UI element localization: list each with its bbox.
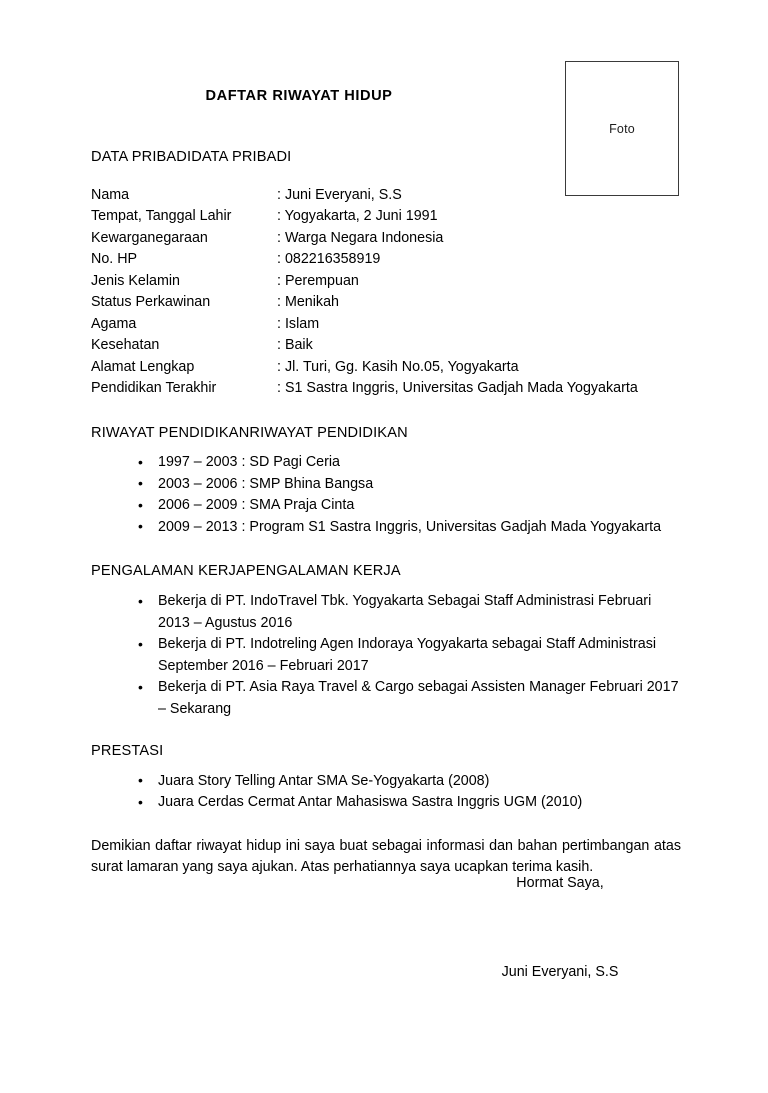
list-item: • 1997 – 2003 : SD Pagi Ceria — [138, 452, 683, 474]
experience-list — [91, 591, 683, 720]
list-item: • Bekerja di PT. Asia Raya Travel & Cargo sebagai Assisten Manager Februari 2017 – Sekarang — [138, 677, 683, 720]
section-heading-experience: PENGALAMAN KERJAPENGALAMAN KERJA — [91, 563, 401, 580]
personal-data-label: Kewarganegaraan — [91, 229, 208, 246]
personal-data-row — [91, 271, 683, 293]
education-list — [91, 452, 683, 538]
closing-paragraph: Demikian daftar riwayat hidup ini saya buat sebagai informasi dan bahan pertimbangan atas surat lamaran yang saya ajukan. Atas perhatiannya saya ucapkan terima kasih. — [91, 837, 681, 876]
personal-data-row — [91, 335, 683, 357]
personal-data-value: : Perempuan — [277, 272, 359, 289]
personal-data-value: : Jl. Turi, Gg. Kasih No.05, Yogyakarta — [277, 358, 519, 375]
personal-data-row — [91, 185, 683, 207]
signature-name: Juni Everyani, S.S — [501, 963, 619, 980]
personal-data-table — [91, 185, 683, 400]
personal-data-row — [91, 378, 683, 400]
personal-data-value: : Baik — [277, 337, 313, 354]
personal-data-label: Nama — [91, 186, 130, 203]
personal-data-value: : Juni Everyani, S.S — [277, 186, 402, 203]
section-heading-education: RIWAYAT PENDIDIKANRIWAYAT PENDIDIKAN — [91, 424, 408, 441]
section-experience — [91, 562, 683, 720]
section-achievements — [91, 742, 683, 814]
personal-data-label: Status Perkawinan — [91, 294, 211, 311]
section-heading-personal-data: DATA PRIBADIDATA PRIBADI — [91, 149, 292, 165]
personal-data-label: No. HP — [91, 251, 138, 268]
personal-data-row — [91, 206, 683, 228]
document-body — [91, 148, 683, 879]
list-item: • Bekerja di PT. Indotreling Agen Indoraya Yogyakarta sebagai Staff Administrasi September 2016 – Februari 2017 — [138, 634, 683, 677]
photo-placeholder-label: Foto — [609, 121, 635, 136]
personal-data-label: Agama — [91, 315, 137, 332]
personal-data-label: Jenis Kelamin — [91, 272, 180, 289]
list-item: • 2006 – 2009 : SMA Praja Cinta — [138, 495, 683, 517]
page-title: DAFTAR RIWAYAT HIDUP — [205, 88, 393, 104]
personal-data-row — [91, 357, 683, 379]
signature-block — [430, 873, 690, 983]
personal-data-label: Pendidikan Terakhir — [91, 380, 217, 397]
personal-data-label: Tempat, Tanggal Lahir — [91, 208, 232, 225]
personal-data-value: : Menikah — [277, 294, 339, 311]
personal-data-row — [91, 249, 683, 271]
list-item: • Juara Story Telling Antar SMA Se-Yogyakarta (2008) — [138, 771, 683, 793]
section-heading-achievements: PRESTASI — [91, 743, 164, 760]
personal-data-label: Alamat Lengkap — [91, 358, 195, 375]
personal-data-label: Kesehatan — [91, 337, 160, 354]
personal-data-row — [91, 292, 683, 314]
section-personal-data — [91, 148, 683, 400]
personal-data-value: : Yogyakarta, 2 Juni 1991 — [277, 208, 438, 225]
personal-data-value: : Warga Negara Indonesia — [277, 229, 444, 246]
section-education — [91, 424, 683, 539]
list-item: • 2003 – 2006 : SMP Bhina Bangsa — [138, 474, 683, 496]
personal-data-row — [91, 314, 683, 336]
list-item: • Bekerja di PT. IndoTravel Tbk. Yogyakarta Sebagai Staff Administrasi Februari 2013 – Agustus 2016 — [138, 591, 683, 634]
personal-data-value: : 082216358919 — [277, 251, 381, 268]
personal-data-row — [91, 228, 683, 250]
signature-salutation: Hormat Saya, — [516, 875, 604, 891]
personal-data-value: : S1 Sastra Inggris, Universitas Gadjah Mada Yogyakarta — [277, 380, 638, 397]
list-item: • Juara Cerdas Cermat Antar Mahasiswa Sastra Inggris UGM (2010) — [138, 792, 683, 814]
achievements-list — [91, 771, 683, 814]
personal-data-value: : Islam — [277, 315, 320, 332]
list-item: • 2009 – 2013 : Program S1 Sastra Inggris, Universitas Gadjah Mada Yogyakarta — [138, 517, 683, 539]
